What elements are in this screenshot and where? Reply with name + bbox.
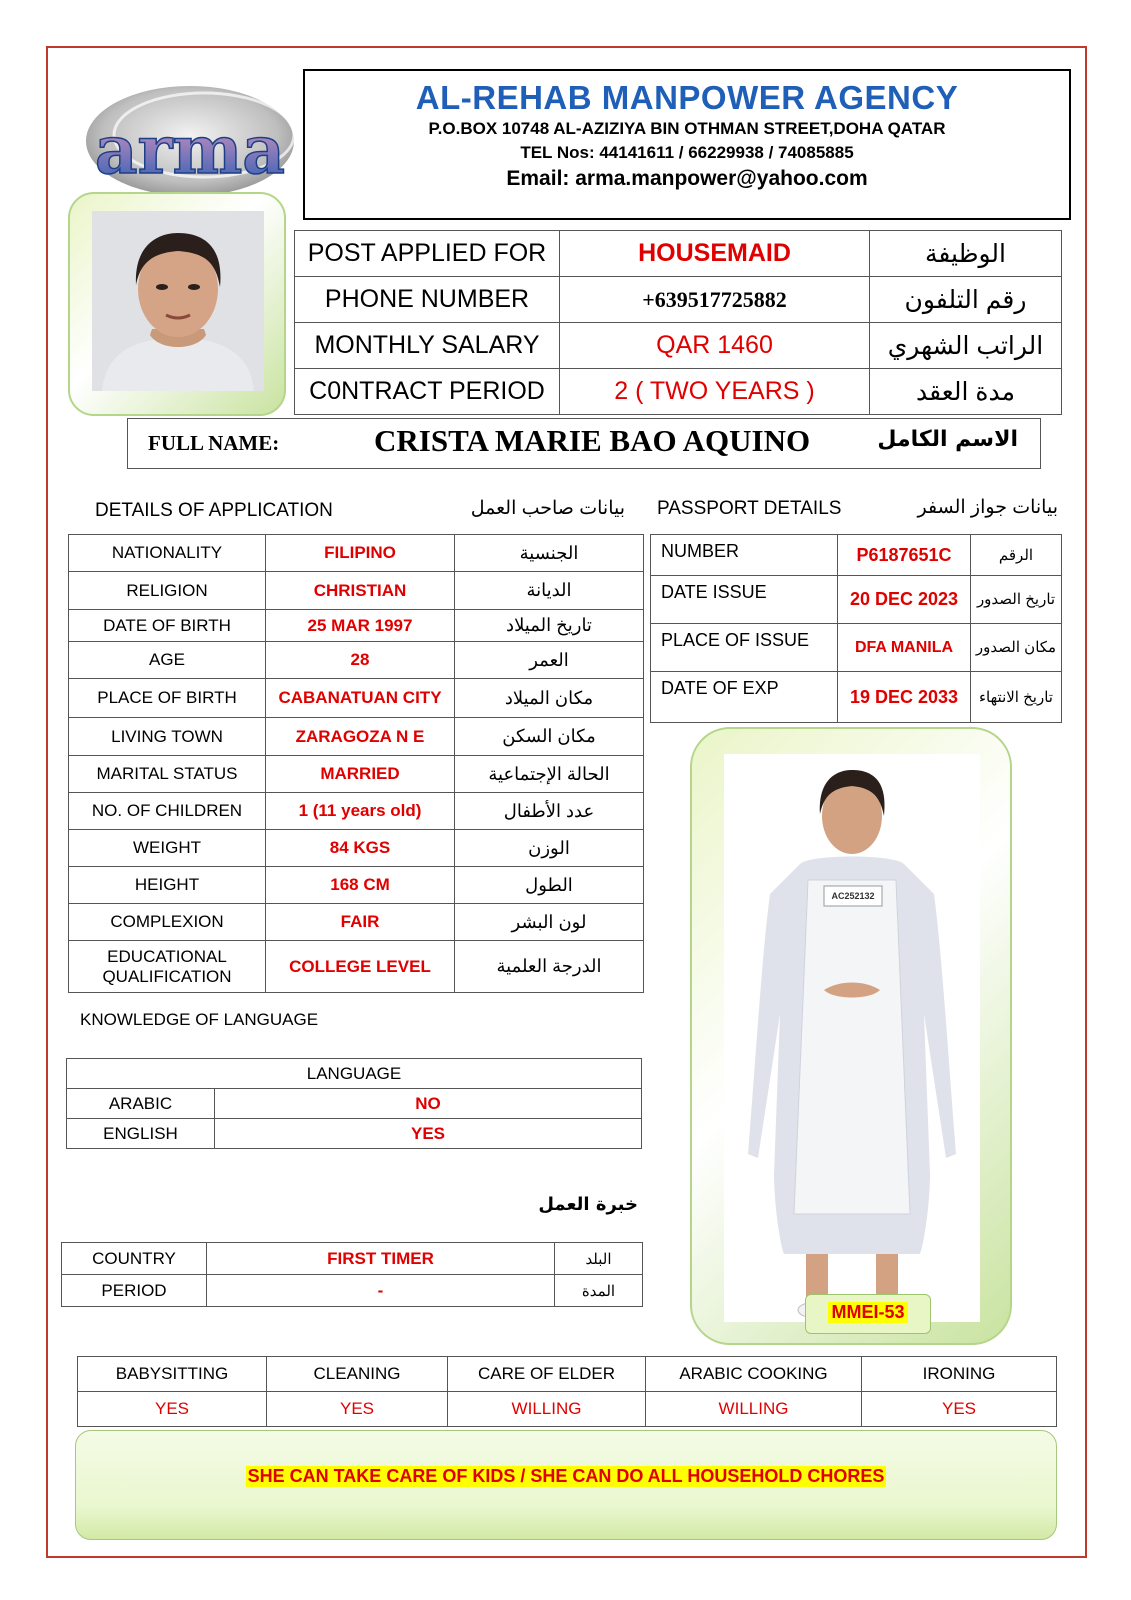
experience-label-ar: البلد xyxy=(555,1243,643,1275)
language-value: YES xyxy=(215,1119,642,1149)
passport-value: DFA MANILA xyxy=(838,624,971,672)
detail-value: 28 xyxy=(266,642,455,679)
detail-label-ar: العمر xyxy=(455,642,644,679)
skill-value: YES xyxy=(862,1392,1057,1427)
profile-photo xyxy=(92,211,264,391)
language-value: NO xyxy=(215,1089,642,1119)
skill-value: WILLING xyxy=(646,1392,862,1427)
passport-label-ar: مكان الصدور xyxy=(971,624,1062,672)
full-name-box xyxy=(127,418,1041,469)
skills-table xyxy=(77,1356,1057,1427)
post-label-ar: الوظيفة xyxy=(870,231,1062,277)
table-row xyxy=(69,679,644,718)
phone-value: +639517725882 xyxy=(560,277,870,323)
passport-value: 20 DEC 2023 xyxy=(838,576,971,624)
work-experience-table xyxy=(61,1242,643,1307)
salary-label-ar: الراتب الشهري xyxy=(870,323,1062,369)
skill-label: CARE OF ELDER xyxy=(448,1357,646,1392)
experience-value: FIRST TIMER xyxy=(207,1243,555,1275)
phone-label-ar: رقم التلفون xyxy=(870,277,1062,323)
table-row xyxy=(69,756,644,793)
post-value: HOUSEMAID xyxy=(560,231,870,277)
table-row xyxy=(69,830,644,867)
table-row xyxy=(67,1089,642,1119)
detail-label-ar: تاريخ الميلاد xyxy=(455,610,644,642)
table-row xyxy=(69,904,644,941)
table-row xyxy=(69,793,644,830)
detail-value: 168 CM xyxy=(266,867,455,904)
salary-value: QAR 1460 xyxy=(560,323,870,369)
application-title-ar: بيانات صاحب العمل xyxy=(470,498,625,519)
full-name-label: FULL NAME: xyxy=(148,431,280,455)
detail-label-ar: لون البشر xyxy=(455,904,644,941)
table-row xyxy=(62,1243,643,1275)
detail-label-ar: عدد الأطفال xyxy=(455,793,644,830)
post-label: POST APPLIED FOR xyxy=(295,231,560,277)
table-row xyxy=(651,535,1062,576)
detail-value: MARRIED xyxy=(266,756,455,793)
language-label: ENGLISH xyxy=(67,1119,215,1149)
detail-label: WEIGHT xyxy=(69,830,266,867)
skill-value: YES xyxy=(267,1392,448,1427)
detail-label: EDUCATIONAL QUALIFICATION xyxy=(69,941,266,993)
table-row xyxy=(69,941,644,993)
detail-label: DATE OF BIRTH xyxy=(69,610,266,642)
detail-label: NATIONALITY xyxy=(69,535,266,572)
language-header: LANGUAGE xyxy=(67,1059,642,1089)
agency-phone: TEL Nos: 44141611 / 66229938 / 74085885 xyxy=(520,143,854,162)
skill-label: IRONING xyxy=(862,1357,1057,1392)
table-row xyxy=(651,576,1062,624)
agency-email: Email: arma.manpower@yahoo.com xyxy=(506,167,868,190)
table-row xyxy=(295,323,1062,369)
table-row xyxy=(78,1392,1057,1427)
detail-value: 84 KGS xyxy=(266,830,455,867)
candidate-code-badge xyxy=(805,1294,931,1334)
detail-value: CABANATUAN CITY xyxy=(266,679,455,718)
skill-value: YES xyxy=(78,1392,267,1427)
phone-label: PHONE NUMBER xyxy=(295,277,560,323)
detail-value: COLLEGE LEVEL xyxy=(266,941,455,993)
application-title: DETAILS OF APPLICATION xyxy=(95,500,333,521)
detail-label: MARITAL STATUS xyxy=(69,756,266,793)
detail-label-ar: مكان السكن xyxy=(455,718,644,756)
agency-header xyxy=(303,69,1071,220)
detail-value: 25 MAR 1997 xyxy=(266,610,455,642)
experience-value: - xyxy=(207,1275,555,1307)
detail-label: HEIGHT xyxy=(69,867,266,904)
detail-label-ar: مكان الميلاد xyxy=(455,679,644,718)
detail-label: RELIGION xyxy=(69,572,266,610)
full-name-label-ar: الاسم الكامل xyxy=(877,427,1018,452)
table-row xyxy=(651,672,1062,723)
candidate-code: MMEI-53 xyxy=(828,1302,907,1323)
job-info-table xyxy=(294,230,1062,415)
detail-value: ZARAGOZA N E xyxy=(266,718,455,756)
svg-text:AC252132: AC252132 xyxy=(831,891,875,901)
detail-value: CHRISTIAN xyxy=(266,572,455,610)
detail-label-ar: الجنسية xyxy=(455,535,644,572)
detail-value: FAIR xyxy=(266,904,455,941)
passport-label: DATE ISSUE xyxy=(651,576,838,624)
passport-details-table xyxy=(650,534,1062,723)
detail-label: PLACE OF BIRTH xyxy=(69,679,266,718)
detail-label: AGE xyxy=(69,642,266,679)
skill-label: ARABIC COOKING xyxy=(646,1357,862,1392)
agency-address: P.O.BOX 10748 AL-AZIZIYA BIN OTHMAN STREET,DOHA QATAR xyxy=(428,119,946,138)
passport-label: PLACE OF ISSUE xyxy=(651,624,838,672)
table-row xyxy=(62,1275,643,1307)
experience-label-ar: المدة xyxy=(555,1275,643,1307)
language-table xyxy=(66,1058,642,1149)
svg-text:arma: arma xyxy=(94,111,286,189)
detail-label-ar: الديانة xyxy=(455,572,644,610)
experience-label: COUNTRY xyxy=(62,1243,207,1275)
full-body-photo-frame xyxy=(690,727,1012,1345)
table-row xyxy=(67,1059,642,1089)
skill-value: WILLING xyxy=(448,1392,646,1427)
detail-label-ar: الدرجة العلمية xyxy=(455,941,644,993)
passport-label-ar: تاريخ الانتهاء xyxy=(971,672,1062,723)
table-row xyxy=(78,1357,1057,1392)
skill-label: BABYSITTING xyxy=(78,1357,267,1392)
passport-title: PASSPORT DETAILS xyxy=(657,498,842,519)
skill-label: CLEANING xyxy=(267,1357,448,1392)
passport-label-ar: تاريخ الصدور xyxy=(971,576,1062,624)
language-title: KNOWLEDGE OF LANGUAGE xyxy=(80,1010,319,1029)
detail-value: 1 (11 years old) xyxy=(266,793,455,830)
table-row xyxy=(295,277,1062,323)
language-label: ARABIC xyxy=(67,1089,215,1119)
passport-label-ar: الرقم xyxy=(971,535,1062,576)
passport-label: NUMBER xyxy=(651,535,838,576)
remarks-box xyxy=(75,1430,1057,1540)
contract-label-ar: مدة العقد xyxy=(870,369,1062,415)
passport-label: DATE OF EXP xyxy=(651,672,838,723)
experience-label: PERIOD xyxy=(62,1275,207,1307)
table-row xyxy=(69,610,644,642)
passport-value: 19 DEC 2033 xyxy=(838,672,971,723)
passport-title-ar: بيانات جواز السفر xyxy=(917,497,1058,518)
remarks-text: SHE CAN TAKE CARE OF KIDS / SHE CAN DO ALL HOUSEHOLD CHORES xyxy=(247,1466,885,1486)
detail-label-ar: الحالة الإجتماعية xyxy=(455,756,644,793)
table-row xyxy=(67,1119,642,1149)
detail-label-ar: الطول xyxy=(455,867,644,904)
agency-name: AL-REHAB MANPOWER AGENCY xyxy=(415,79,959,116)
salary-label: MONTHLY SALARY xyxy=(295,323,560,369)
passport-value: P6187651C xyxy=(838,535,971,576)
application-details-table xyxy=(68,534,644,993)
table-row xyxy=(69,867,644,904)
table-row xyxy=(69,642,644,679)
full-body-photo xyxy=(724,754,980,1322)
full-name-value: CRISTA MARIE BAO AQUINO xyxy=(374,423,811,458)
table-row xyxy=(69,718,644,756)
contract-label: C0NTRACT PERIOD xyxy=(295,369,560,415)
table-row xyxy=(69,572,644,610)
detail-label-ar: الوزن xyxy=(455,830,644,867)
table-row xyxy=(651,624,1062,672)
profile-photo-frame xyxy=(68,192,286,416)
contract-value: 2 ( TWO YEARS ) xyxy=(560,369,870,415)
table-row xyxy=(295,369,1062,415)
detail-label: NO. OF CHILDREN xyxy=(69,793,266,830)
agency-logo xyxy=(84,83,302,201)
experience-title-ar: خبرة العمل xyxy=(538,1194,638,1215)
detail-label: LIVING TOWN xyxy=(69,718,266,756)
detail-value: FILIPINO xyxy=(266,535,455,572)
table-row xyxy=(69,535,644,572)
detail-label: COMPLEXION xyxy=(69,904,266,941)
table-row xyxy=(295,231,1062,277)
